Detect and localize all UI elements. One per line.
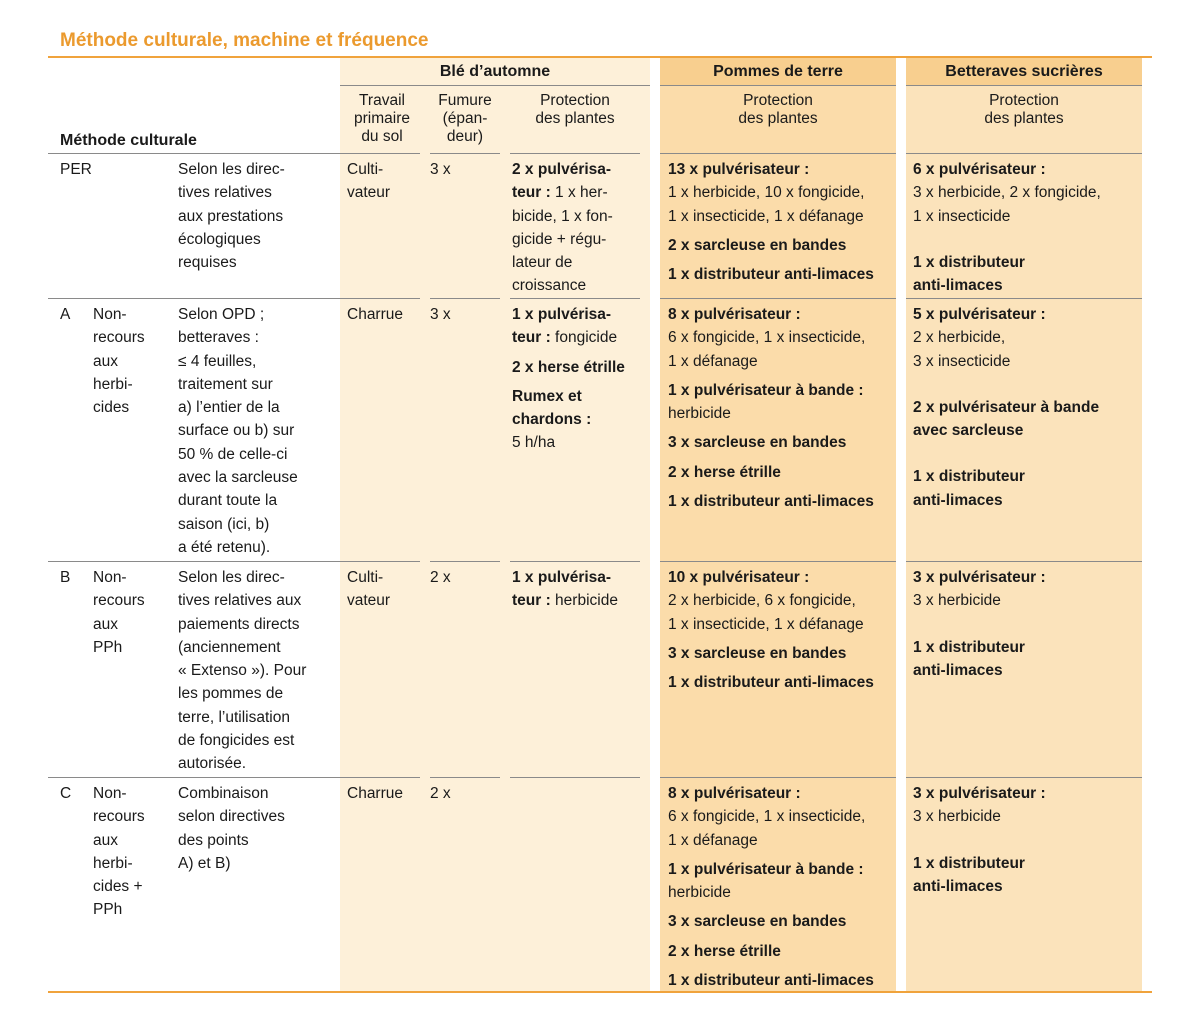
method-description-line: écologiques	[178, 230, 261, 248]
group-header-pdt: Pommes de terre	[713, 63, 843, 80]
method-name-line: PPh	[93, 901, 123, 919]
method-description-line: (anciennement	[178, 638, 281, 656]
method-name-line: herbi-	[93, 854, 133, 872]
method-name-line: Non-	[93, 569, 127, 586]
pdt-protection-line-bold: 8 x pulvérisateur :	[668, 306, 801, 323]
pdt-protection-cell	[668, 303, 874, 513]
bet-protection-line	[913, 303, 1099, 326]
method-description-line: Combinaison	[178, 785, 269, 802]
top-rule	[48, 56, 1152, 58]
ble-header-rule	[340, 85, 650, 86]
pdt-protection-line	[668, 158, 874, 181]
row-separator	[430, 777, 500, 778]
ble-protection-line-bold: 2 x herse étrille	[512, 358, 625, 376]
ble-protection-cell	[512, 566, 618, 613]
method-description-line: A) et B)	[178, 854, 231, 872]
header-travail-line: Travail	[359, 92, 405, 109]
bet-protection-line-bold: anti-limaces	[913, 877, 1003, 895]
header-protection-line: des plantes	[984, 110, 1064, 127]
header-bottom-rule	[906, 153, 1142, 154]
pdt-protection-line-bold: 1 x distributeur anti-limaces	[668, 972, 874, 990]
header-travail-line: du sol	[361, 128, 403, 145]
method-name	[93, 782, 145, 922]
bet-protection-line	[913, 875, 1046, 898]
header-protection-line: des plantes	[535, 110, 615, 127]
row-separator	[906, 777, 1142, 778]
bet-protection-line: 3 x herbicide	[913, 592, 1001, 610]
pdt-protection-line-bold: 3 x sarcleuse en bandes	[668, 644, 847, 662]
method-description-line: aux prestations	[178, 207, 284, 225]
bet-protection-line-bold: 1 x distributeur	[913, 253, 1025, 271]
row-separator	[48, 561, 420, 562]
header-fumure-line: deur)	[446, 128, 484, 145]
fumure-cell: 2 x	[430, 785, 451, 802]
bet-protection-line-bold: 6 x pulvérisateur :	[913, 161, 1046, 178]
bet-protection-cell	[913, 158, 1101, 297]
pdt-protection-line: 1 x insecticide, 1 x défanage	[668, 207, 864, 225]
group-header-ble: Blé d’automne	[439, 63, 551, 80]
method-description	[178, 158, 285, 274]
bet-protection-line-bold: anti-limaces	[913, 661, 1003, 679]
method-description-line: 50 % de celle-ci	[178, 445, 288, 463]
ble-protection-line-bold: 1 x pulvérisa-	[512, 569, 612, 586]
ble-protection-line: teur : fongicide	[512, 329, 618, 347]
header-travail-line: primaire	[354, 110, 410, 127]
ble-protection-cell	[512, 158, 613, 298]
pdt-protection-line	[668, 490, 874, 513]
spacer	[913, 442, 1099, 465]
method-description-line: paiements directs	[178, 615, 300, 633]
table-title: Méthode culturale, machine et fréquence	[60, 30, 429, 51]
method-code: B	[60, 569, 71, 586]
method-name-line: PPh	[93, 638, 123, 656]
ble-protection-line-bold: chardons :	[512, 411, 592, 429]
spacer	[913, 829, 1046, 852]
header-protection-line: Protection	[743, 92, 813, 109]
method-description-line: Selon OPD ;	[178, 306, 265, 323]
pdt-protection-line	[668, 940, 874, 963]
row-separator	[906, 561, 1142, 562]
pdt-protection-cell	[668, 566, 874, 694]
group-header-bet: Betteraves sucrières	[945, 63, 1103, 80]
method-name-line: Non-	[93, 785, 127, 802]
method-code: C	[60, 785, 72, 802]
ble-protection-line	[512, 303, 625, 326]
bet-protection-line-bold: anti-limaces	[913, 277, 1003, 295]
row-separator	[430, 298, 500, 299]
pdt-protection-line	[668, 671, 874, 694]
travail-cell	[347, 782, 403, 805]
method-name-line: recours	[93, 592, 145, 610]
pdt-protection-line	[668, 379, 874, 402]
header-fumure-line: (épan-	[442, 110, 488, 127]
pdt-protection-line-bold: 1 x distributeur anti-limaces	[668, 266, 874, 284]
bet-protection-line	[913, 274, 1101, 297]
bet-protection-line-bold: 1 x distributeur	[913, 854, 1025, 872]
pdt-protection-line-bold: 1 x pulvérisateur à bande :	[668, 381, 864, 399]
row-separator	[48, 777, 420, 778]
bet-protection-line: 3 x herbicide, 2 x fongicide,	[913, 184, 1101, 202]
ble-protection-cell	[512, 303, 625, 455]
method-description-line: a) l’entier de la	[178, 399, 280, 417]
bet-protection-line-bold: 5 x pulvérisateur :	[913, 306, 1046, 323]
pdt-protection-line	[668, 234, 874, 257]
bet-protection-line: 2 x herbicide,	[913, 329, 1006, 347]
ble-protection-line	[512, 408, 625, 431]
travail-line: Charrue	[347, 785, 403, 802]
header-bottom-rule	[510, 153, 640, 154]
pdt-protection-line: 2 x herbicide, 6 x fongicide,	[668, 592, 856, 610]
travail-cell	[347, 303, 403, 326]
bet-protection-line	[913, 852, 1046, 875]
pdt-protection-line	[668, 263, 874, 286]
method-name-line: recours	[93, 329, 145, 347]
method-description-line: selon directives	[178, 808, 285, 826]
pdt-protection-line: 1 x défanage	[668, 831, 758, 849]
method-description-line: autorisée.	[178, 755, 247, 773]
travail-line: vateur	[347, 592, 391, 610]
pdt-protection-line	[668, 566, 874, 589]
ble-protection-line: 5 h/ha	[512, 434, 556, 452]
row-separator	[48, 298, 420, 299]
travail-cell	[347, 158, 390, 205]
fumure-cell: 3 x	[430, 161, 451, 178]
ble-protection-line: gicide + régu-	[512, 230, 607, 248]
bet-protection-line: 1 x insecticide	[913, 207, 1011, 225]
pdt-protection-line	[668, 642, 874, 665]
method-description-line: traitement sur	[178, 375, 273, 393]
pdt-protection-line: 1 x défanage	[668, 352, 758, 370]
pdt-protection-line: 6 x fongicide, 1 x insecticide,	[668, 808, 866, 826]
ble-protection-line: croissance	[512, 277, 587, 295]
method-name-line: aux	[93, 615, 118, 633]
pdt-protection-line	[668, 303, 874, 326]
method-description-line: saison (ici, b)	[178, 515, 270, 533]
method-description-line: des points	[178, 831, 249, 849]
method-description-line: les pommes de	[178, 685, 284, 703]
method-description	[178, 782, 285, 875]
pdt-protection-line-bold: 13 x pulvérisateur :	[668, 161, 810, 178]
pdt-protection-line: 1 x insecticide, 1 x défanage	[668, 615, 864, 633]
bet-protection-line-bold: 1 x distributeur	[913, 468, 1025, 486]
header-fumure-line: Fumure	[438, 92, 492, 109]
method-description-line: durant toute la	[178, 492, 278, 510]
ble-protection-line-bold: teur :	[512, 184, 551, 202]
pdt-protection-cell	[668, 158, 874, 286]
method-code: PER	[60, 161, 92, 178]
bet-protection-line	[913, 158, 1101, 181]
bet-protection-line	[913, 659, 1046, 682]
ble-protection-line-bold: teur :	[512, 592, 551, 610]
bet-protection-line: 3 x insecticide	[913, 352, 1011, 370]
bet-protection-line: 3 x herbicide	[913, 808, 1001, 826]
header-bottom-rule	[48, 153, 420, 154]
spacer	[913, 373, 1099, 396]
bet-protection-line-bold: 1 x distributeur	[913, 638, 1025, 656]
bet-protection-cell	[913, 782, 1046, 898]
method-description-line: requises	[178, 254, 237, 272]
fumure-cell: 3 x	[430, 306, 451, 323]
ble-protection-line-bold: 1 x pulvérisa-	[512, 306, 612, 323]
header-protection-line: Protection	[989, 92, 1059, 109]
bet-protection-line-bold: 2 x pulvérisateur à bande	[913, 398, 1100, 416]
bet-protection-line	[913, 782, 1046, 805]
row-separator	[430, 561, 500, 562]
bottom-rule	[48, 991, 1152, 993]
pdt-protection-line	[668, 782, 874, 805]
pdt-protection-line: herbicide	[668, 884, 731, 902]
header-protection-line: des plantes	[738, 110, 818, 127]
pdt-protection-line: 1 x herbicide, 10 x fongicide,	[668, 184, 865, 202]
method-name-line: cides +	[93, 878, 143, 896]
pdt-protection-line	[668, 858, 874, 881]
bet-protection-cell	[913, 566, 1046, 682]
method-name-line: herbi-	[93, 375, 133, 393]
method-name-line: cides	[93, 399, 130, 417]
method-name-line: aux	[93, 831, 118, 849]
method-description-line: avec la sarcleuse	[178, 469, 298, 487]
pdt-header-rule	[660, 85, 896, 86]
method-name-line: aux	[93, 352, 118, 370]
method-description-line: a été retenu).	[178, 538, 271, 556]
bet-protection-line	[913, 465, 1099, 488]
pdt-protection-line-bold: 2 x herse étrille	[668, 463, 781, 481]
ble-protection-line	[512, 385, 625, 408]
method-name	[93, 303, 145, 419]
row-separator	[510, 298, 640, 299]
pdt-protection-line	[668, 969, 874, 992]
method-description-line: surface ou b) sur	[178, 422, 295, 440]
method-name-line: recours	[93, 808, 145, 826]
header-protection-pdt	[660, 92, 896, 128]
pdt-protection-line-bold: 1 x distributeur anti-limaces	[668, 493, 874, 511]
pdt-protection-line-bold: 10 x pulvérisateur :	[668, 569, 810, 586]
ble-protection-line	[512, 356, 625, 379]
method-description	[178, 566, 306, 776]
pdt-protection-line-bold: 3 x sarcleuse en bandes	[668, 913, 847, 931]
header-bottom-rule	[430, 153, 500, 154]
pdt-protection-line: 6 x fongicide, 1 x insecticide,	[668, 329, 866, 347]
bet-protection-line-bold: 3 x pulvérisateur :	[913, 785, 1046, 802]
bet-protection-line	[913, 636, 1046, 659]
pdt-protection-line	[668, 461, 874, 484]
travail-line: Culti-	[347, 161, 384, 178]
bet-protection-line	[913, 396, 1099, 419]
bet-protection-line	[913, 419, 1099, 442]
method-name-line: Non-	[93, 306, 127, 323]
bet-protection-line-bold: 3 x pulvérisateur :	[913, 569, 1046, 586]
pdt-protection-line: herbicide	[668, 405, 731, 423]
ble-protection-line: bicide, 1 x fon-	[512, 207, 613, 225]
pdt-protection-line-bold: 1 x pulvérisateur à bande :	[668, 860, 864, 878]
ble-protection-line-bold: 2 x pulvérisa-	[512, 161, 612, 178]
ble-protection-line: teur : herbicide	[512, 592, 618, 610]
pdt-protection-line-bold: 1 x distributeur anti-limaces	[668, 674, 874, 692]
travail-line: Charrue	[347, 306, 403, 323]
method-description-line: « Extenso »). Pour	[178, 662, 307, 680]
method-description-line: tives relatives	[178, 184, 272, 202]
method-description-line: de fongicides est	[178, 732, 295, 750]
bet-protection-line	[913, 566, 1046, 589]
header-fumure	[430, 92, 500, 146]
header-protection-ble	[510, 92, 640, 128]
header-bottom-rule	[660, 153, 896, 154]
method-code: A	[60, 306, 71, 323]
pdt-protection-line-bold: 2 x sarcleuse en bandes	[668, 236, 847, 254]
ble-protection-line	[512, 158, 613, 181]
bet-protection-line	[913, 251, 1101, 274]
ble-protection-line-bold: teur :	[512, 329, 551, 347]
pdt-protection-cell	[668, 782, 874, 992]
pdt-protection-line-bold: 3 x sarcleuse en bandes	[668, 434, 847, 452]
method-description-line: Selon les direc-	[178, 569, 285, 586]
header-methode: Méthode culturale	[60, 132, 197, 149]
header-protection-bet	[906, 92, 1142, 128]
method-description	[178, 303, 298, 559]
spacer	[913, 613, 1046, 636]
bet-header-rule	[906, 85, 1142, 86]
bet-protection-line-bold: anti-limaces	[913, 491, 1003, 509]
travail-line: Culti-	[347, 569, 384, 586]
method-description-line: terre, l’utilisation	[178, 708, 290, 726]
ble-protection-line: teur : 1 x her-	[512, 184, 608, 202]
method-description-line: betteraves :	[178, 329, 259, 347]
ble-protection-line	[512, 566, 618, 589]
header-travail	[344, 92, 420, 146]
travail-line: vateur	[347, 184, 391, 202]
row-separator	[660, 298, 896, 299]
travail-cell	[347, 566, 390, 613]
bet-protection-line	[913, 489, 1099, 512]
row-separator	[906, 298, 1142, 299]
method-name	[93, 566, 145, 659]
spacer	[913, 228, 1101, 251]
method-description-line: tives relatives aux	[178, 592, 302, 610]
pdt-protection-line-bold: 2 x herse étrille	[668, 942, 781, 960]
pdt-protection-line	[668, 910, 874, 933]
row-separator	[510, 561, 640, 562]
ble-protection-line-bold: Rumex et	[512, 387, 582, 405]
row-separator	[660, 777, 896, 778]
pdt-protection-line-bold: 8 x pulvérisateur :	[668, 785, 801, 802]
method-description-line: Selon les direc-	[178, 161, 285, 178]
row-separator	[660, 561, 896, 562]
pdt-protection-line	[668, 431, 874, 454]
bet-protection-line-bold: avec sarcleuse	[913, 422, 1024, 440]
fumure-cell: 2 x	[430, 569, 451, 586]
header-protection-line: Protection	[540, 92, 610, 109]
row-separator	[510, 777, 640, 778]
ble-protection-line: lateur de	[512, 254, 573, 272]
method-description-line: ≤ 4 feuilles,	[178, 352, 257, 370]
bet-protection-cell	[913, 303, 1099, 512]
